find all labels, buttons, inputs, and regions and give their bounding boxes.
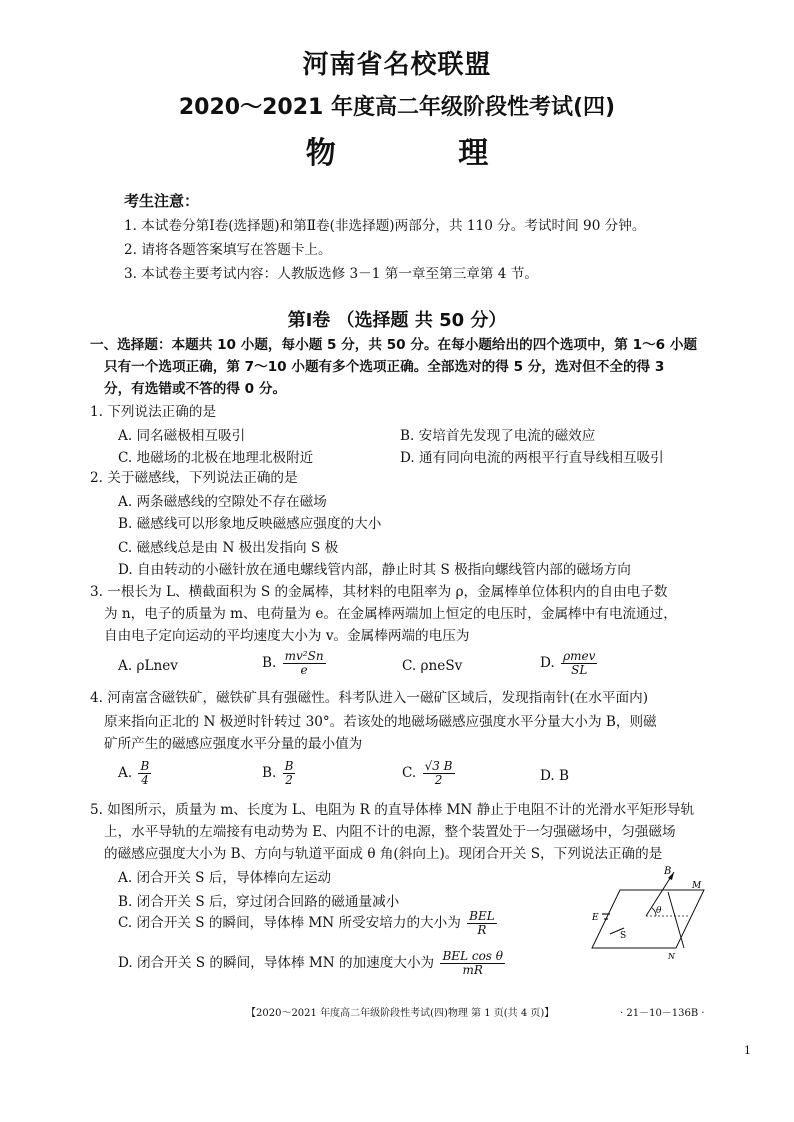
- q5-option-d: D. 闭合开关 S 的瞬间，导体棒 MN 的加速度大小为 $\frac{\text{BEL cos θ}}{mR}$: [118, 949, 503, 977]
- notice-item-1: 1. 本试卷分第Ⅰ卷(选择题)和第Ⅱ卷(非选择题)两部分，共 110 分。考试时间 90 分钟。: [124, 218, 646, 234]
- exam-title: 2020～2021 年度高二年级阶段性考试(四): [178, 95, 616, 120]
- label-theta: θ: [656, 906, 662, 916]
- paper-code: · 21－10－136B ·: [620, 1008, 705, 1019]
- q3-option-c: C. ρneSv: [402, 658, 463, 674]
- q5-line-2: 上，水平导轨的左端接有电动势为 E、内阻不计的电源，整个装置处于一匀强磁场中，匀强磁场: [104, 824, 676, 840]
- instruction-line-3: 分，有选错或不答的得 0 分。: [104, 381, 287, 397]
- section-title: 第Ⅰ卷 （选择题 共 50 分）: [287, 310, 507, 331]
- q2-stem: 2. 关于磁感线，下列说法正确的是: [90, 470, 298, 486]
- q3-line-2: 为 n，电子的质量为 m、电荷量为 e。在金属棒两端加上恒定的电压时，金属棒中有电流通过，: [104, 606, 677, 622]
- q4-option-c-fraction: $\frac{√3 B}{2}$: [424, 759, 453, 787]
- instruction-line-1: 一、选择题：本题共 10 小题，每小题 5 分，共 50 分。在每小题给出的四个选项中，第 1～6 小题: [90, 337, 698, 353]
- q5-option-c: C. 闭合开关 S 的瞬间，导体棒 MN 所受安培力的大小为 $\frac{\text{BEL}}{R}$: [118, 909, 495, 937]
- q4-line-1: 4. 河南富含磁铁矿，磁铁矿具有强磁性。科考队进入一磁矿区域后，发现指南针(在水平面内): [90, 690, 649, 706]
- q4-option-a-fraction: $\frac{B}{4}$: [140, 759, 150, 787]
- q2-option-d: D. 自由转动的小磁针放在通电螺线管内部，静止时其 S 极指向螺线管内部的磁场方向: [118, 562, 631, 578]
- q4-option-b: B. $\frac{B}{2}$: [262, 759, 294, 787]
- notice-item-2: 2. 请将各题答案填写在答题卡上。: [124, 242, 332, 258]
- page-footer: 【2020～2021 年度高二年级阶段性考试(四)物理 第 1 页(共 4 页)】: [246, 1008, 555, 1019]
- notice-item-3: 3. 本试卷主要考试内容：人教版选修 3－1 第一章至第三章第 4 节。: [124, 266, 538, 282]
- q4-option-c: C. $\frac{√3 B}{2}$: [402, 759, 453, 787]
- q3-option-d-fraction: $\frac{\text{ρmev}}{SL}$: [563, 649, 596, 677]
- q1-option-a: A. 同名磁极相互吸引: [118, 428, 246, 444]
- q3-line-3: 自由电子定向运动的平均速度大小为 v。金属棒两端的电压为: [104, 628, 470, 644]
- q3-option-b: [262, 650, 328, 677]
- q5-option-a: A. 闭合开关 S 后，导体棒向左运动: [118, 870, 332, 886]
- q2-option-b: B. 磁感线可以形象地反映磁感应强度的大小: [118, 516, 382, 532]
- q4-line-3: 矿所产生的磁感应强度水平分量的最小值为: [104, 736, 363, 752]
- q3-option-b-label: B.: [262, 655, 277, 671]
- q3-line-1: 3. 一根长为 L、横截面积为 S 的金属棒，其材料的电阻率为 ρ，金属棒单位体积内的自由电子数: [90, 584, 668, 600]
- exam-org: 河南省名校联盟: [302, 50, 492, 80]
- label-b: B: [664, 866, 672, 877]
- page-number: 1: [744, 1044, 751, 1057]
- q1-option-d: D. 通有同向电流的两根平行直导线相互吸引: [400, 450, 664, 466]
- notice-heading: 考生注意：: [124, 192, 200, 210]
- label-s: S: [620, 931, 627, 941]
- q3-option-d: [540, 650, 599, 677]
- q1-option-b: B. 安培首先发现了电流的磁效应: [400, 428, 596, 444]
- q5-line-3: 的磁感应强度大小为 B、方向与轨道平面成 θ 角(斜向上)。现闭合开关 S，下列说法正确的是: [104, 846, 663, 862]
- q3-option-d-label: D.: [540, 655, 555, 671]
- q4-option-b-fraction: $\frac{B}{2}$: [284, 759, 294, 787]
- q4-option-a: A. $\frac{B}{4}$: [118, 759, 150, 787]
- label-n: N: [668, 952, 675, 960]
- rod-mn: [668, 892, 684, 948]
- q3-option-a: A. ρLnev: [118, 658, 178, 674]
- instruction-line-2: 只有一个选项正确，第 7～10 小题有多个选项正确。全部选对的得 5 分，选对但不全的得 3: [104, 359, 665, 375]
- q5-line-1: 5. 如图所示，质量为 m、长度为 L、电阻为 R 的直导体棒 MN 静止于电阻不计的光滑水平矩形导轨: [90, 802, 695, 818]
- rail-frame: [592, 890, 704, 948]
- q5-rail-diagram: [580, 864, 710, 960]
- q4-line-2: 原来指向正北的 N 极逆时针转过 30°。若该处的地磁场磁感应强度水平分量大小为 B，则磁: [104, 714, 657, 730]
- label-e: E: [592, 913, 599, 923]
- q3-option-b-fraction: $\frac{\text{mv²Sn}}{e}$: [284, 649, 324, 677]
- q5-option-b: B. 闭合开关 S 后，穿过闭合回路的磁通量减小: [118, 894, 400, 910]
- q4-option-d: D. B: [540, 768, 570, 784]
- q1-option-c: C. 地磁场的北极在地理北极附近: [118, 450, 314, 466]
- q2-option-a: A. 两条磁感线的空隙处不存在磁场: [118, 494, 327, 510]
- subject-title: 物 理: [305, 136, 545, 171]
- q1-stem: 1. 下列说法正确的是: [90, 404, 217, 420]
- q2-option-c: C. 磁感线总是由 N 极出发指向 S 极: [118, 540, 339, 556]
- q5-option-d-fraction: $\frac{\text{BEL cos θ}}{mR}$: [442, 949, 503, 977]
- label-m: M: [692, 881, 702, 891]
- q5-option-c-fraction: $\frac{\text{BEL}}{R}$: [469, 909, 495, 937]
